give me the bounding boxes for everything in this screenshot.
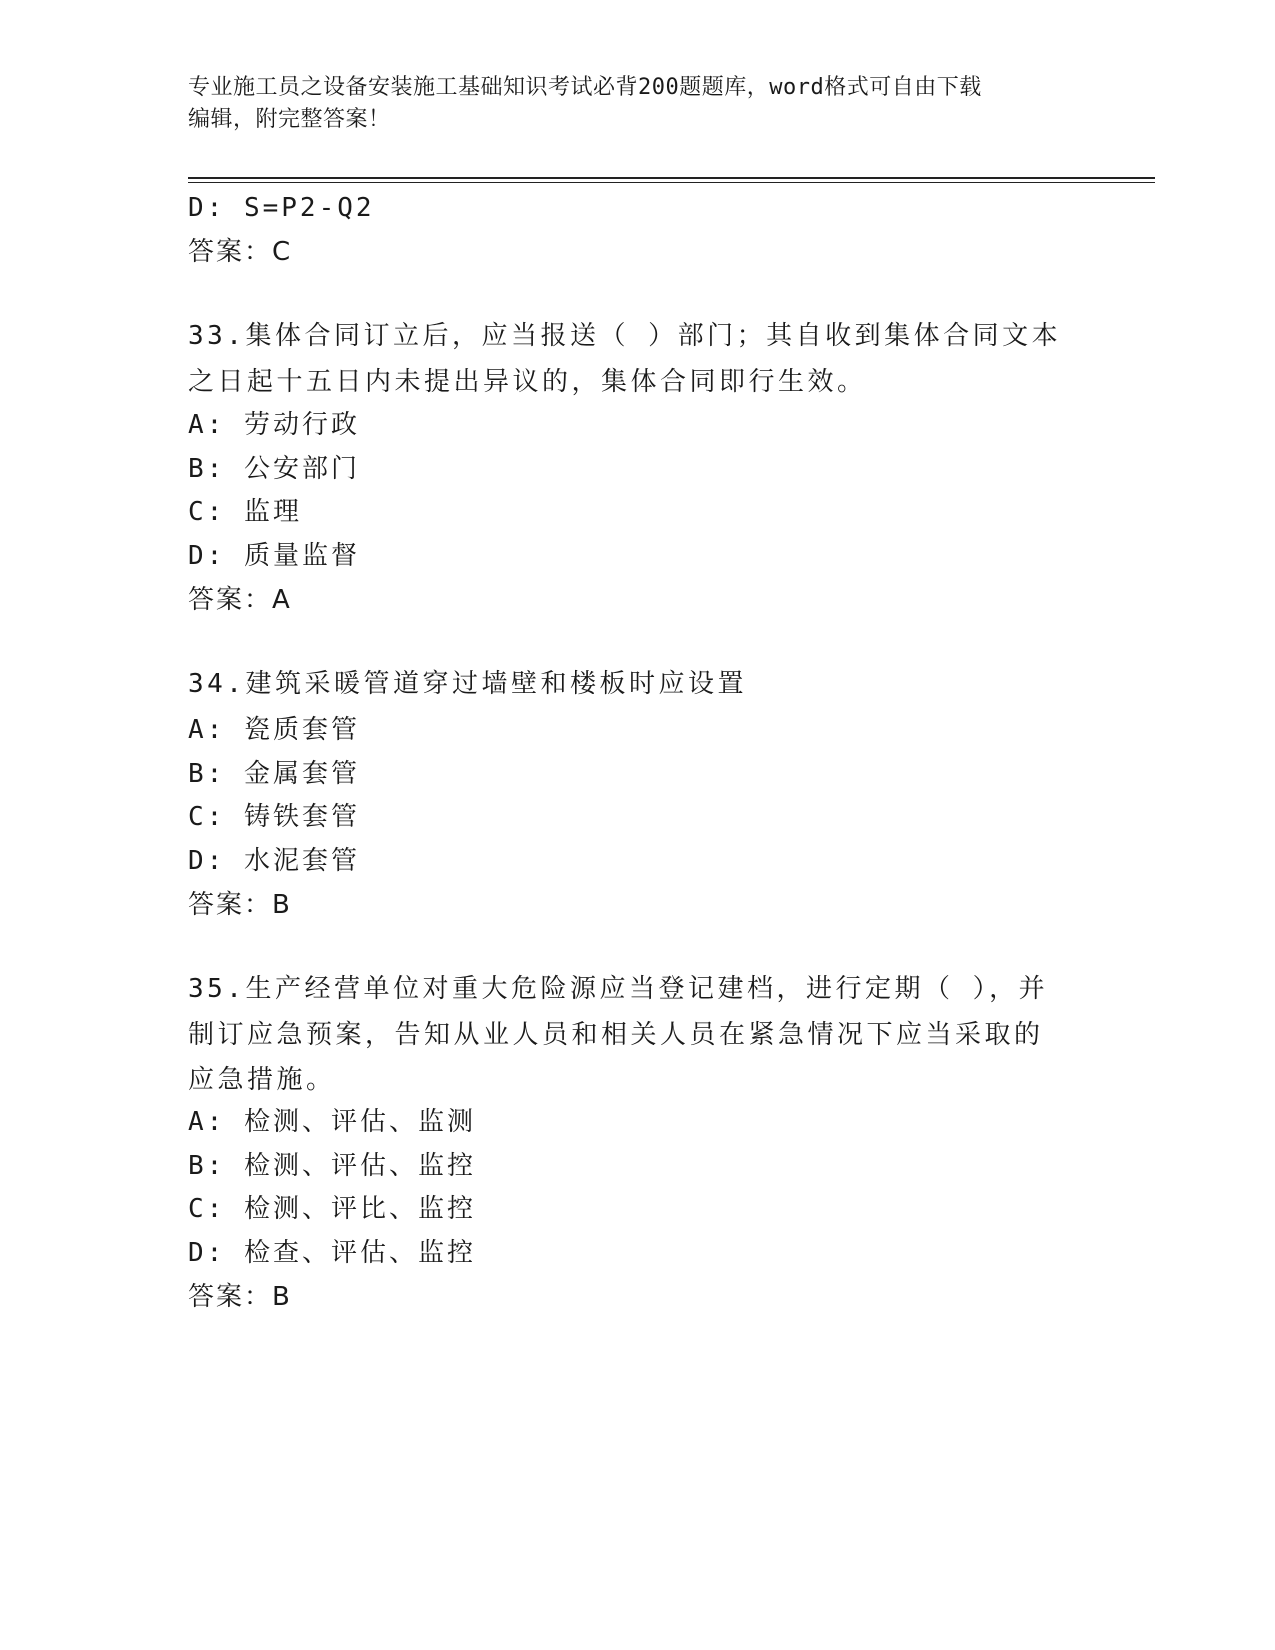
option-b: B: 检测、评估、监控 (188, 1151, 476, 1181)
option-b: B: 金属套管 (188, 759, 360, 789)
option-a: A: 检测、评估、监测 (188, 1107, 476, 1137)
answer-line: 答案：B (188, 890, 292, 920)
answer-line: 答案：B (188, 1282, 292, 1312)
option-d: D: S=P2-Q2 (188, 193, 375, 223)
option-a: A: 瓷质套管 (188, 715, 360, 745)
option-d: D: 检查、评估、监控 (188, 1238, 476, 1268)
header-divider (188, 177, 1155, 179)
question-stem-35: 35.生产经营单位对重大危险源应当登记建档，进行定期（ ），并制订应急预案，告知从业人员和相关人员在紧急情况下应当采取的应急措施。 (188, 974, 1049, 1095)
option-d: D: 质量监督 (188, 541, 360, 571)
question-stem-33: 33.集体合同订立后，应当报送（ ）部门；其自收到集体合同文本之日起十五日内未提出异议的，集体合同即行生效。 (188, 321, 1062, 397)
option-b: B: 公安部门 (188, 454, 360, 484)
answer-line: 答案：C (188, 237, 293, 267)
header-title-line-1: 专业施工员之设备安装施工基础知识考试必背200题题库，word格式可自由下载 (188, 75, 982, 100)
header-title-line-2: 编辑，附完整答案！ (188, 107, 391, 132)
option-a: A: 劳动行政 (188, 410, 360, 440)
header-divider-thin (188, 182, 1155, 183)
option-c: C: 监理 (188, 497, 302, 527)
option-c: C: 检测、评比、监控 (188, 1194, 476, 1224)
document-header (188, 72, 1088, 136)
question-stem-34: 34.建筑采暖管道穿过墙壁和楼板时应设置 (188, 669, 747, 699)
option-d: D: 水泥套管 (188, 846, 360, 876)
answer-line: 答案：A (188, 585, 292, 615)
option-c: C: 铸铁套管 (188, 802, 360, 832)
